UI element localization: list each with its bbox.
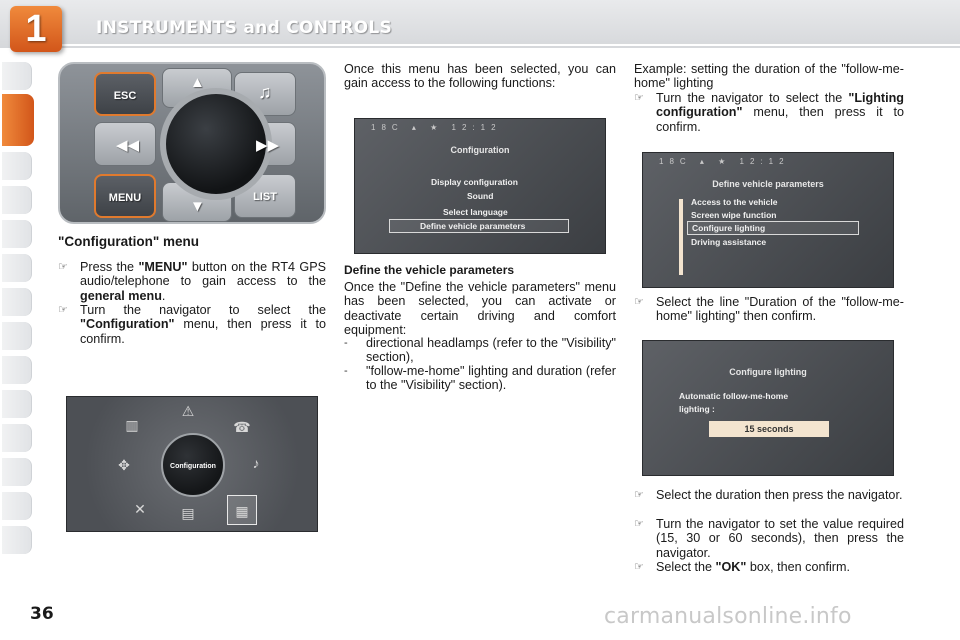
screen-scrollbar [679,199,683,275]
navigation-icon: ✥ [118,457,130,473]
screen-title: Configure lighting [729,367,807,377]
configuration-wheel-photo [66,396,318,532]
right-bullet-5: ☞ Select the "OK" box, then confirm. [634,560,850,574]
left-bullet-2: ☞ Turn the navigator to select the "Configuration" menu, then press it to confirm. [58,303,326,346]
wheel-centre-label: Configuration [161,433,225,497]
arrow-up-icon: ▲ [190,74,205,91]
left-bullet-1: ☞ Press the "MENU" button on the RT4 GPS audio/telephone to gain access to the general menu. [58,260,326,303]
configuration-screen-photo [354,118,606,254]
pointing-hand-icon: ☞ [634,92,644,104]
pointing-hand-icon: ☞ [634,489,644,501]
page-header [0,0,960,48]
phone-icon: ☎ [233,419,251,435]
chapter-tab[interactable] [2,492,32,520]
dash-marker: - [344,337,348,349]
chapter-tab[interactable] [2,220,32,248]
watermark: carmanualsonline.info [604,604,852,629]
screen-line: Automatic follow-me-home [679,391,789,401]
right-bullet-2: ☞ Select the line "Duration of the "follow-me-home" lighting" then confirm. [634,295,904,324]
chapter-tab[interactable] [2,424,32,452]
warning-icon: ⚠ [181,403,195,419]
fast-forward-icon: ▶▶ [256,137,280,154]
define-parameters-heading: Define the vehicle parameters [344,263,515,277]
media-icon: ♪ [252,455,260,471]
pointing-hand-icon: ☞ [58,261,68,273]
right-bullet-1: ☞ Turn the navigator to select the "Lighting configuration" menu, then press it to confirm. [634,91,904,134]
chapter-badge [10,6,62,52]
pointing-hand-icon: ☞ [634,296,644,308]
screen-item: Sound [467,191,494,201]
chapter-tab[interactable] [2,62,32,90]
screen-item: Access to the vehicle [691,197,778,207]
screen-title: Define vehicle parameters [712,179,824,189]
list-key: LIST [234,174,296,218]
screen-line: lighting : [679,404,715,414]
chapter-tab[interactable] [2,254,32,282]
middle-dash-2: - "follow-me-home" lighting and duration (refer to the "Visibility" section). [344,364,616,393]
chapter-tab[interactable] [2,322,32,350]
duration-value-box: 15 seconds [709,421,829,437]
chapter-tabs [0,62,34,574]
pointing-hand-icon: ☞ [634,561,644,573]
header-rule [62,44,960,46]
screen-item: Select language [443,207,508,217]
screen-status-bar: 18C ▴ ★ 12:12 [659,157,790,166]
music-note-icon: ♫ [258,82,272,102]
chapter-title: INSTRUMENTS and CONTROLS [96,18,393,38]
configuration-icon: ▦ [227,495,257,525]
define-parameters-paragraph: Once the "Define the vehicle parameters" menu has been selected, you can activate or deactivate certain driving and comfort equipment: [344,280,616,338]
arrow-down-icon: ▼ [190,198,205,215]
menu-key: MENU [94,174,156,218]
esc-key: ESC [94,72,156,116]
vehicle-parameters-screen-photo [642,152,894,288]
screen-item: Screen wipe function [691,210,777,220]
screen-item: Driving assistance [691,237,767,247]
pointing-hand-icon: ☞ [634,518,644,530]
right-bullet-4: ☞ Turn the navigator to set the value required (15, 30 or 60 seconds), then press the navigator. [634,517,904,560]
page-number: 36 [30,604,54,624]
chapter-tab[interactable] [2,288,32,316]
configure-lighting-screen-photo [642,340,894,476]
chapter-number: 1 [25,8,47,50]
chapter-tab[interactable] [2,526,32,554]
configuration-menu-heading: "Configuration" menu [58,234,200,249]
chapter-tab[interactable] [2,458,32,486]
middle-dash-1: - directional headlamps (refer to the "Visibility" section), [344,336,616,365]
screen-item-selected: Define vehicle parameters [389,219,569,233]
audio-control-panel [58,62,326,224]
screen-item: Display configuration [431,177,518,187]
screen-item-selected: Configure lighting [687,221,859,235]
chapter-tab-active[interactable] [2,94,34,146]
screen-status-bar: 18C ▴ ★ 12:12 [371,123,502,132]
middle-intro: Once this menu has been selected, you can gain access to the following functions: [344,62,616,91]
tools-icon: ✕ [134,501,146,517]
chapter-tab[interactable] [2,356,32,384]
dash-marker: - [344,365,348,377]
chapter-tab[interactable] [2,390,32,418]
chapter-tab[interactable] [2,186,32,214]
book-icon: ▥ [125,417,139,433]
right-intro: Example: setting the duration of the "follow-me-home" lighting [634,62,904,91]
chapter-tab[interactable] [2,152,32,180]
printer-icon: ▤ [181,505,195,521]
right-bullet-3: ☞ Select the duration then press the navigator. [634,488,903,502]
screen-title: Configuration [450,145,510,155]
rewind-icon: ◀◀ [116,137,140,154]
pointing-hand-icon: ☞ [58,304,68,316]
